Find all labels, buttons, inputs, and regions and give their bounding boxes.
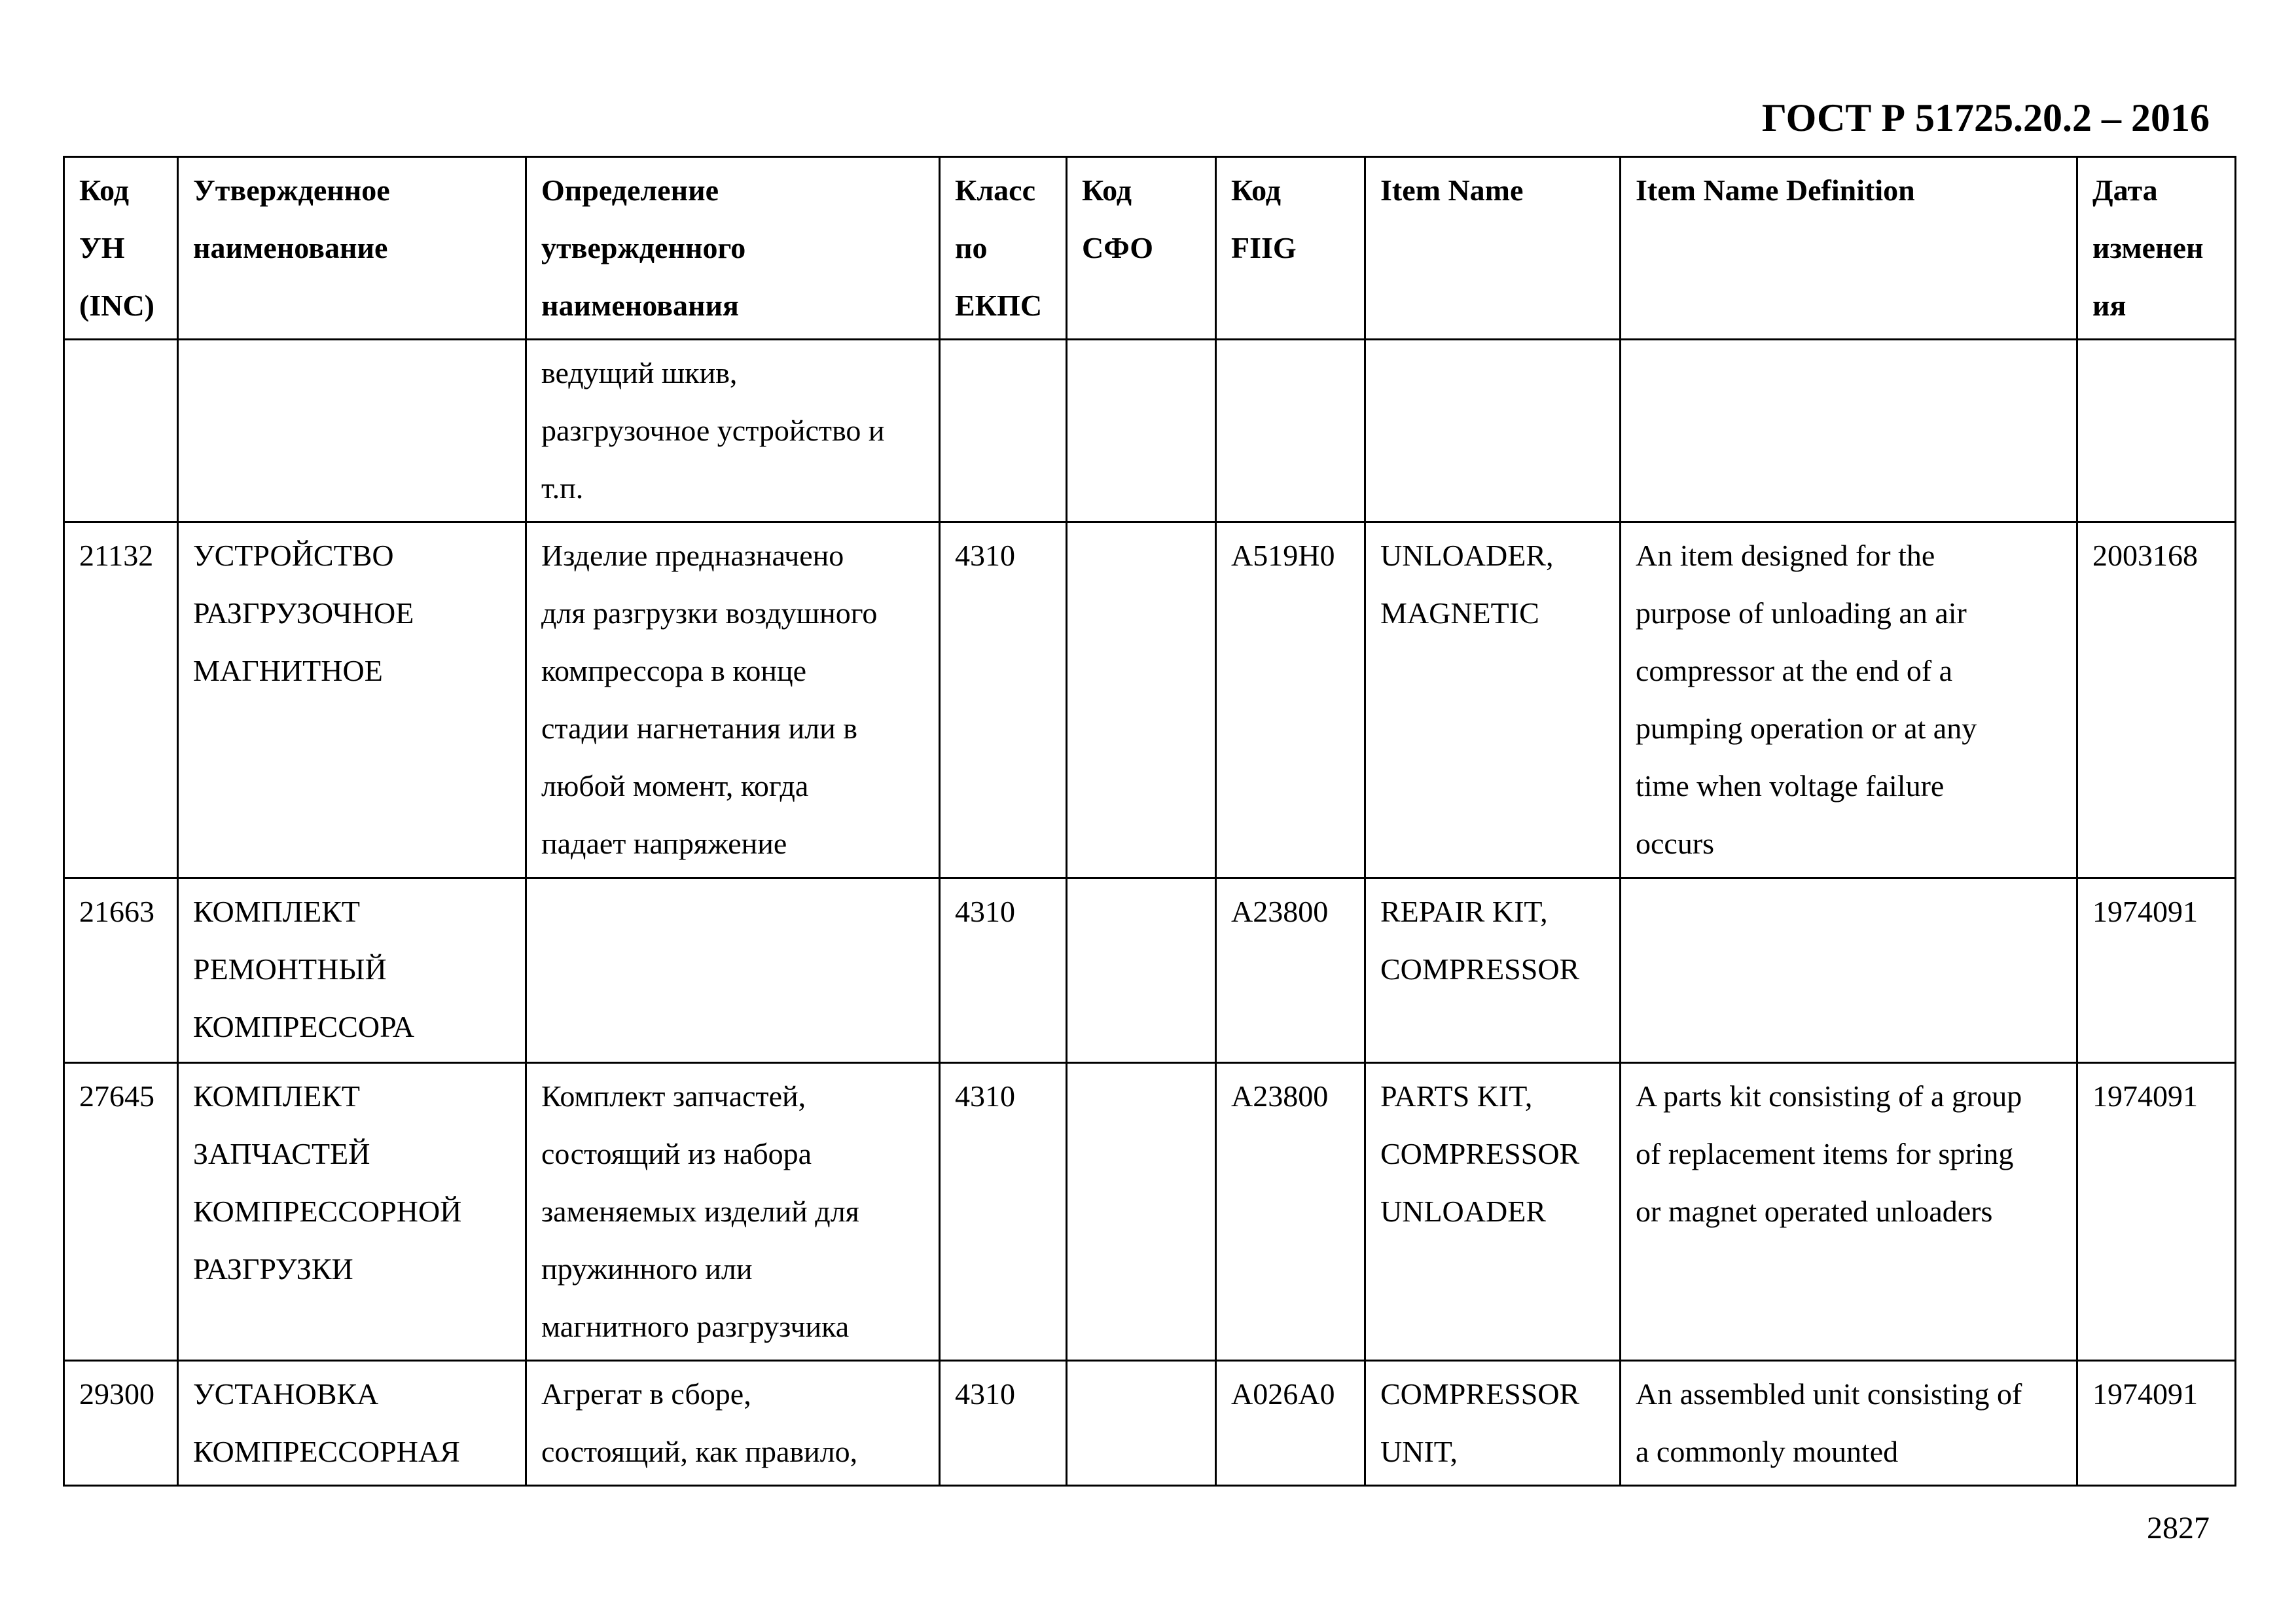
cell-item-definition xyxy=(1621,340,2077,522)
cell-date: 1974091 xyxy=(2077,1361,2236,1486)
standard-title: ГОСТ Р 51725.20.2 – 2016 xyxy=(1761,96,2210,139)
page-number: 2827 xyxy=(2147,1511,2210,1545)
cell-sfo xyxy=(1067,522,1216,878)
col-header-approved-name: Утвержденное наименование xyxy=(178,157,526,340)
cell-class: 4310 xyxy=(940,1063,1067,1361)
cell-item-definition xyxy=(1621,878,2077,1063)
cell-inc: 27645 xyxy=(64,1063,178,1361)
col-header-class: Класс по ЕКПС xyxy=(940,157,1067,340)
cell-name: УСТАНОВКА КОМПРЕССОРНАЯ xyxy=(178,1361,526,1486)
cell-date xyxy=(2077,340,2236,522)
catalog-table xyxy=(63,156,2236,1487)
cell-definition: Агрегат в сборе, состоящий, как правило, xyxy=(526,1361,940,1486)
cell-class: 4310 xyxy=(940,522,1067,878)
cell-fiig: A23800 xyxy=(1216,878,1365,1063)
table-row-continuation xyxy=(64,340,2236,522)
cell-inc: 29300 xyxy=(64,1361,178,1486)
cell-date: 1974091 xyxy=(2077,878,2236,1063)
col-header-item-name-definition: Item Name Definition xyxy=(1621,157,2077,340)
col-header-item-name: Item Name xyxy=(1365,157,1621,340)
cell-class xyxy=(940,340,1067,522)
cell-item-name: REPAIR KIT, COMPRESSOR xyxy=(1365,878,1621,1063)
cell-fiig: A026A0 xyxy=(1216,1361,1365,1486)
cell-inc xyxy=(64,340,178,522)
cell-fiig: A519H0 xyxy=(1216,522,1365,878)
cell-item-name: COMPRESSOR UNIT, xyxy=(1365,1361,1621,1486)
cell-definition xyxy=(526,878,940,1063)
cell-sfo xyxy=(1067,878,1216,1063)
cell-sfo xyxy=(1067,1361,1216,1486)
cell-class: 4310 xyxy=(940,1361,1067,1486)
cell-definition: Комплект запчастей, состоящий из набора заменяемых изделий для пружинного или магнитного разгрузчика xyxy=(526,1063,940,1361)
cell-definition: ведущий шкив, разгрузочное устройство и т.п. xyxy=(526,340,940,522)
table-row xyxy=(64,1063,2236,1361)
col-header-change-date: Дата изменен ия xyxy=(2077,157,2236,340)
cell-item-definition: An assembled unit consisting of a commonly mounted xyxy=(1621,1361,2077,1486)
cell-name xyxy=(178,340,526,522)
cell-item-name: PARTS KIT, COMPRESSOR UNLOADER xyxy=(1365,1063,1621,1361)
table-row xyxy=(64,1361,2236,1486)
col-header-inc: Код УН (INC) xyxy=(64,157,178,340)
header-row xyxy=(64,157,2236,340)
cell-inc: 21132 xyxy=(64,522,178,878)
cell-item-name: UNLOADER, MAGNETIC xyxy=(1365,522,1621,878)
cell-sfo xyxy=(1067,1063,1216,1361)
cell-date: 1974091 xyxy=(2077,1063,2236,1361)
col-header-definition: Определение утвержденного наименования xyxy=(526,157,940,340)
cell-sfo xyxy=(1067,340,1216,522)
table-row xyxy=(64,522,2236,878)
col-header-fiig: Код FIIG xyxy=(1216,157,1365,340)
cell-date: 2003168 xyxy=(2077,522,2236,878)
cell-name: УСТРОЙСТВО РАЗГРУЗОЧНОЕ МАГНИТНОЕ xyxy=(178,522,526,878)
cell-fiig xyxy=(1216,340,1365,522)
cell-item-name xyxy=(1365,340,1621,522)
cell-item-definition: A parts kit consisting of a group of replacement items for spring or magnet operated unloaders xyxy=(1621,1063,2077,1361)
cell-fiig: A23800 xyxy=(1216,1063,1365,1361)
cell-name: КОМПЛЕКТ РЕМОНТНЫЙ КОМПРЕССОРА xyxy=(178,878,526,1063)
table-row xyxy=(64,878,2236,1063)
cell-item-definition: An item designed for the purpose of unloading an air compressor at the end of a pumping operation or at any time when voltage failure occurs xyxy=(1621,522,2077,878)
cell-name: КОМПЛЕКТ ЗАПЧАСТЕЙ КОМПРЕССОРНОЙ РАЗГРУЗКИ xyxy=(178,1063,526,1361)
cell-inc: 21663 xyxy=(64,878,178,1063)
cell-class: 4310 xyxy=(940,878,1067,1063)
cell-definition: Изделие предназначено для разгрузки воздушного компрессора в конце стадии нагнетания или в любой момент, когда падает напряжение xyxy=(526,522,940,878)
col-header-sfo: Код СФО xyxy=(1067,157,1216,340)
